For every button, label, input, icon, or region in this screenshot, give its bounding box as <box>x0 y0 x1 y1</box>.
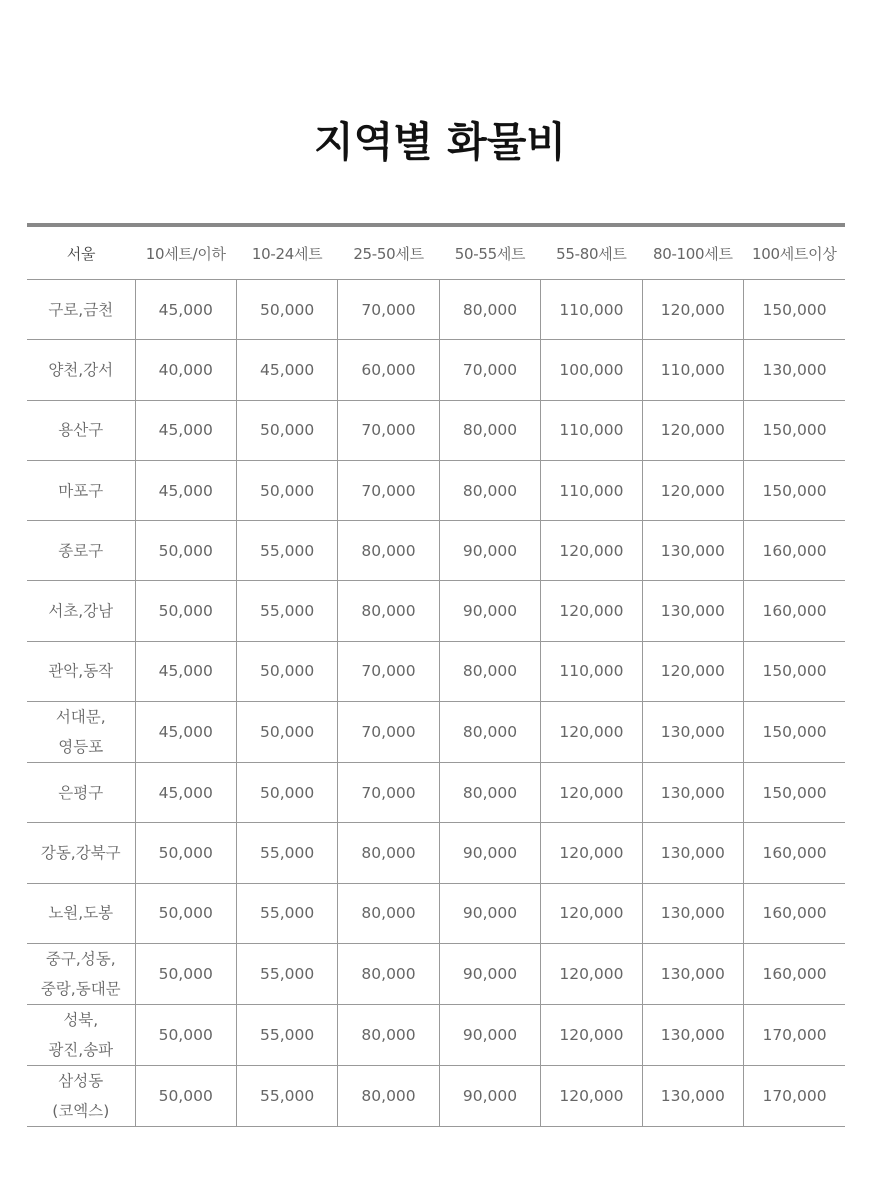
region-label: (코엑스) <box>52 1101 110 1120</box>
price-cell: 130,000 <box>642 883 743 943</box>
price-cell: 170,000 <box>744 1004 845 1065</box>
region-label: 서초,강남 <box>48 602 114 621</box>
price-cell: 150,000 <box>744 460 845 520</box>
price-cell: 90,000 <box>439 883 540 943</box>
price-cell: 120,000 <box>541 581 642 641</box>
price-cell: 110,000 <box>642 340 743 400</box>
region-label: 구로,금천 <box>48 300 114 319</box>
price-cell: 45,000 <box>135 641 236 701</box>
table-body <box>27 280 845 1127</box>
region-label: 용산구 <box>58 421 104 440</box>
price-cell: 80,000 <box>338 943 439 1004</box>
price-cell: 50,000 <box>135 521 236 581</box>
price-cell: 90,000 <box>439 1065 540 1126</box>
price-cell: 50,000 <box>135 581 236 641</box>
region-cell <box>27 883 135 943</box>
price-cell: 130,000 <box>642 1004 743 1065</box>
price-cell: 55,000 <box>236 521 337 581</box>
region-cell <box>27 1004 135 1065</box>
price-cell: 80,000 <box>338 1065 439 1126</box>
price-cell: 70,000 <box>338 763 439 823</box>
price-cell: 80,000 <box>439 763 540 823</box>
price-cell: 55,000 <box>236 581 337 641</box>
region-label: 중랑,동대문 <box>40 979 121 998</box>
table-row <box>27 943 845 1004</box>
table-row <box>27 340 845 400</box>
price-cell: 70,000 <box>338 641 439 701</box>
price-cell: 150,000 <box>744 280 845 340</box>
price-cell: 110,000 <box>541 400 642 460</box>
header-column: 80-100세트 <box>642 227 743 280</box>
price-cell: 55,000 <box>236 883 337 943</box>
price-cell: 120,000 <box>541 943 642 1004</box>
price-cell: 70,000 <box>338 460 439 520</box>
price-cell: 100,000 <box>541 340 642 400</box>
region-label: 영등포 <box>58 738 104 757</box>
price-cell: 90,000 <box>439 521 540 581</box>
price-cell: 80,000 <box>338 823 439 883</box>
price-cell: 120,000 <box>541 702 642 763</box>
region-label: 은평구 <box>58 783 104 802</box>
price-cell: 80,000 <box>338 521 439 581</box>
price-cell: 45,000 <box>236 340 337 400</box>
price-cell: 45,000 <box>135 702 236 763</box>
price-cell: 150,000 <box>744 400 845 460</box>
price-cell: 50,000 <box>236 641 337 701</box>
price-cell: 90,000 <box>439 943 540 1004</box>
price-cell: 45,000 <box>135 280 236 340</box>
freight-table-container <box>27 223 845 1127</box>
region-label: 강동,강북구 <box>40 844 121 863</box>
price-cell: 50,000 <box>236 280 337 340</box>
region-cell <box>27 280 135 340</box>
region-label: 마포구 <box>58 481 104 500</box>
region-cell <box>27 1065 135 1126</box>
region-cell <box>27 581 135 641</box>
region-label: 관악,동작 <box>48 662 114 681</box>
table-row <box>27 641 845 701</box>
region-label: 삼성동 <box>58 1071 104 1090</box>
price-cell: 110,000 <box>541 460 642 520</box>
price-cell: 120,000 <box>642 280 743 340</box>
price-cell: 50,000 <box>236 400 337 460</box>
table-row <box>27 763 845 823</box>
price-cell: 110,000 <box>541 280 642 340</box>
price-cell: 50,000 <box>135 883 236 943</box>
price-cell: 45,000 <box>135 400 236 460</box>
header-column: 55-80세트 <box>541 227 642 280</box>
price-cell: 160,000 <box>744 581 845 641</box>
price-cell: 120,000 <box>541 1004 642 1065</box>
price-cell: 50,000 <box>135 943 236 1004</box>
region-label: 광진,송파 <box>48 1040 114 1059</box>
region-label: 서대문, <box>55 708 106 727</box>
price-cell: 50,000 <box>236 763 337 823</box>
price-cell: 60,000 <box>338 340 439 400</box>
price-cell: 120,000 <box>541 1065 642 1126</box>
price-cell: 90,000 <box>439 1004 540 1065</box>
price-cell: 120,000 <box>642 641 743 701</box>
price-cell: 110,000 <box>541 641 642 701</box>
price-cell: 50,000 <box>135 1004 236 1065</box>
region-label: 성북, <box>63 1010 99 1029</box>
price-cell: 130,000 <box>642 1065 743 1126</box>
table-row <box>27 280 845 340</box>
price-cell: 50,000 <box>236 460 337 520</box>
price-cell: 55,000 <box>236 1004 337 1065</box>
price-cell: 50,000 <box>135 1065 236 1126</box>
region-cell <box>27 460 135 520</box>
region-cell <box>27 823 135 883</box>
table-row <box>27 1065 845 1126</box>
price-cell: 90,000 <box>439 823 540 883</box>
price-cell: 55,000 <box>236 943 337 1004</box>
price-cell: 160,000 <box>744 521 845 581</box>
price-cell: 80,000 <box>338 883 439 943</box>
price-cell: 150,000 <box>744 641 845 701</box>
price-cell: 120,000 <box>642 460 743 520</box>
region-cell <box>27 763 135 823</box>
price-cell: 130,000 <box>744 340 845 400</box>
price-cell: 45,000 <box>135 763 236 823</box>
table-row <box>27 460 845 520</box>
price-cell: 70,000 <box>338 702 439 763</box>
table-row <box>27 883 845 943</box>
price-cell: 55,000 <box>236 823 337 883</box>
price-cell: 120,000 <box>541 823 642 883</box>
price-cell: 80,000 <box>439 702 540 763</box>
table-row <box>27 702 845 763</box>
freight-rate-table <box>27 227 845 1127</box>
price-cell: 80,000 <box>338 1004 439 1065</box>
price-cell: 70,000 <box>338 280 439 340</box>
region-cell <box>27 340 135 400</box>
price-cell: 130,000 <box>642 581 743 641</box>
region-cell <box>27 400 135 460</box>
price-cell: 130,000 <box>642 943 743 1004</box>
price-cell: 45,000 <box>135 460 236 520</box>
region-cell <box>27 521 135 581</box>
price-cell: 70,000 <box>338 400 439 460</box>
price-cell: 80,000 <box>439 641 540 701</box>
region-label: 중구,성동, <box>45 949 116 968</box>
table-row <box>27 521 845 581</box>
price-cell: 50,000 <box>135 823 236 883</box>
table-header-row <box>27 227 845 280</box>
price-cell: 170,000 <box>744 1065 845 1126</box>
header-column: 25-50세트 <box>338 227 439 280</box>
header-column: 100세트이상 <box>744 227 845 280</box>
price-cell: 150,000 <box>744 763 845 823</box>
header-column: 10-24세트 <box>236 227 337 280</box>
price-cell: 130,000 <box>642 823 743 883</box>
price-cell: 80,000 <box>439 280 540 340</box>
region-cell <box>27 641 135 701</box>
price-cell: 120,000 <box>541 763 642 823</box>
region-cell <box>27 943 135 1004</box>
price-cell: 120,000 <box>642 400 743 460</box>
header-column: 50-55세트 <box>439 227 540 280</box>
price-cell: 130,000 <box>642 521 743 581</box>
region-cell <box>27 702 135 763</box>
price-cell: 130,000 <box>642 763 743 823</box>
price-cell: 50,000 <box>236 702 337 763</box>
region-label: 종로구 <box>58 541 104 560</box>
price-cell: 160,000 <box>744 883 845 943</box>
price-cell: 40,000 <box>135 340 236 400</box>
table-row <box>27 400 845 460</box>
table-row <box>27 1004 845 1065</box>
price-cell: 90,000 <box>439 581 540 641</box>
header-region: 서울 <box>27 227 135 280</box>
table-row <box>27 581 845 641</box>
page-title: 지역별 화물비 <box>314 118 566 166</box>
price-cell: 120,000 <box>541 883 642 943</box>
price-cell: 120,000 <box>541 521 642 581</box>
table-row <box>27 823 845 883</box>
price-cell: 160,000 <box>744 823 845 883</box>
price-cell: 80,000 <box>439 460 540 520</box>
region-label: 노원,도봉 <box>48 904 114 923</box>
price-cell: 70,000 <box>439 340 540 400</box>
price-cell: 80,000 <box>439 400 540 460</box>
price-cell: 80,000 <box>338 581 439 641</box>
price-cell: 55,000 <box>236 1065 337 1126</box>
price-cell: 150,000 <box>744 702 845 763</box>
price-cell: 130,000 <box>642 702 743 763</box>
price-cell: 160,000 <box>744 943 845 1004</box>
header-column: 10세트/이하 <box>135 227 236 280</box>
region-label: 양천,강서 <box>48 360 114 379</box>
